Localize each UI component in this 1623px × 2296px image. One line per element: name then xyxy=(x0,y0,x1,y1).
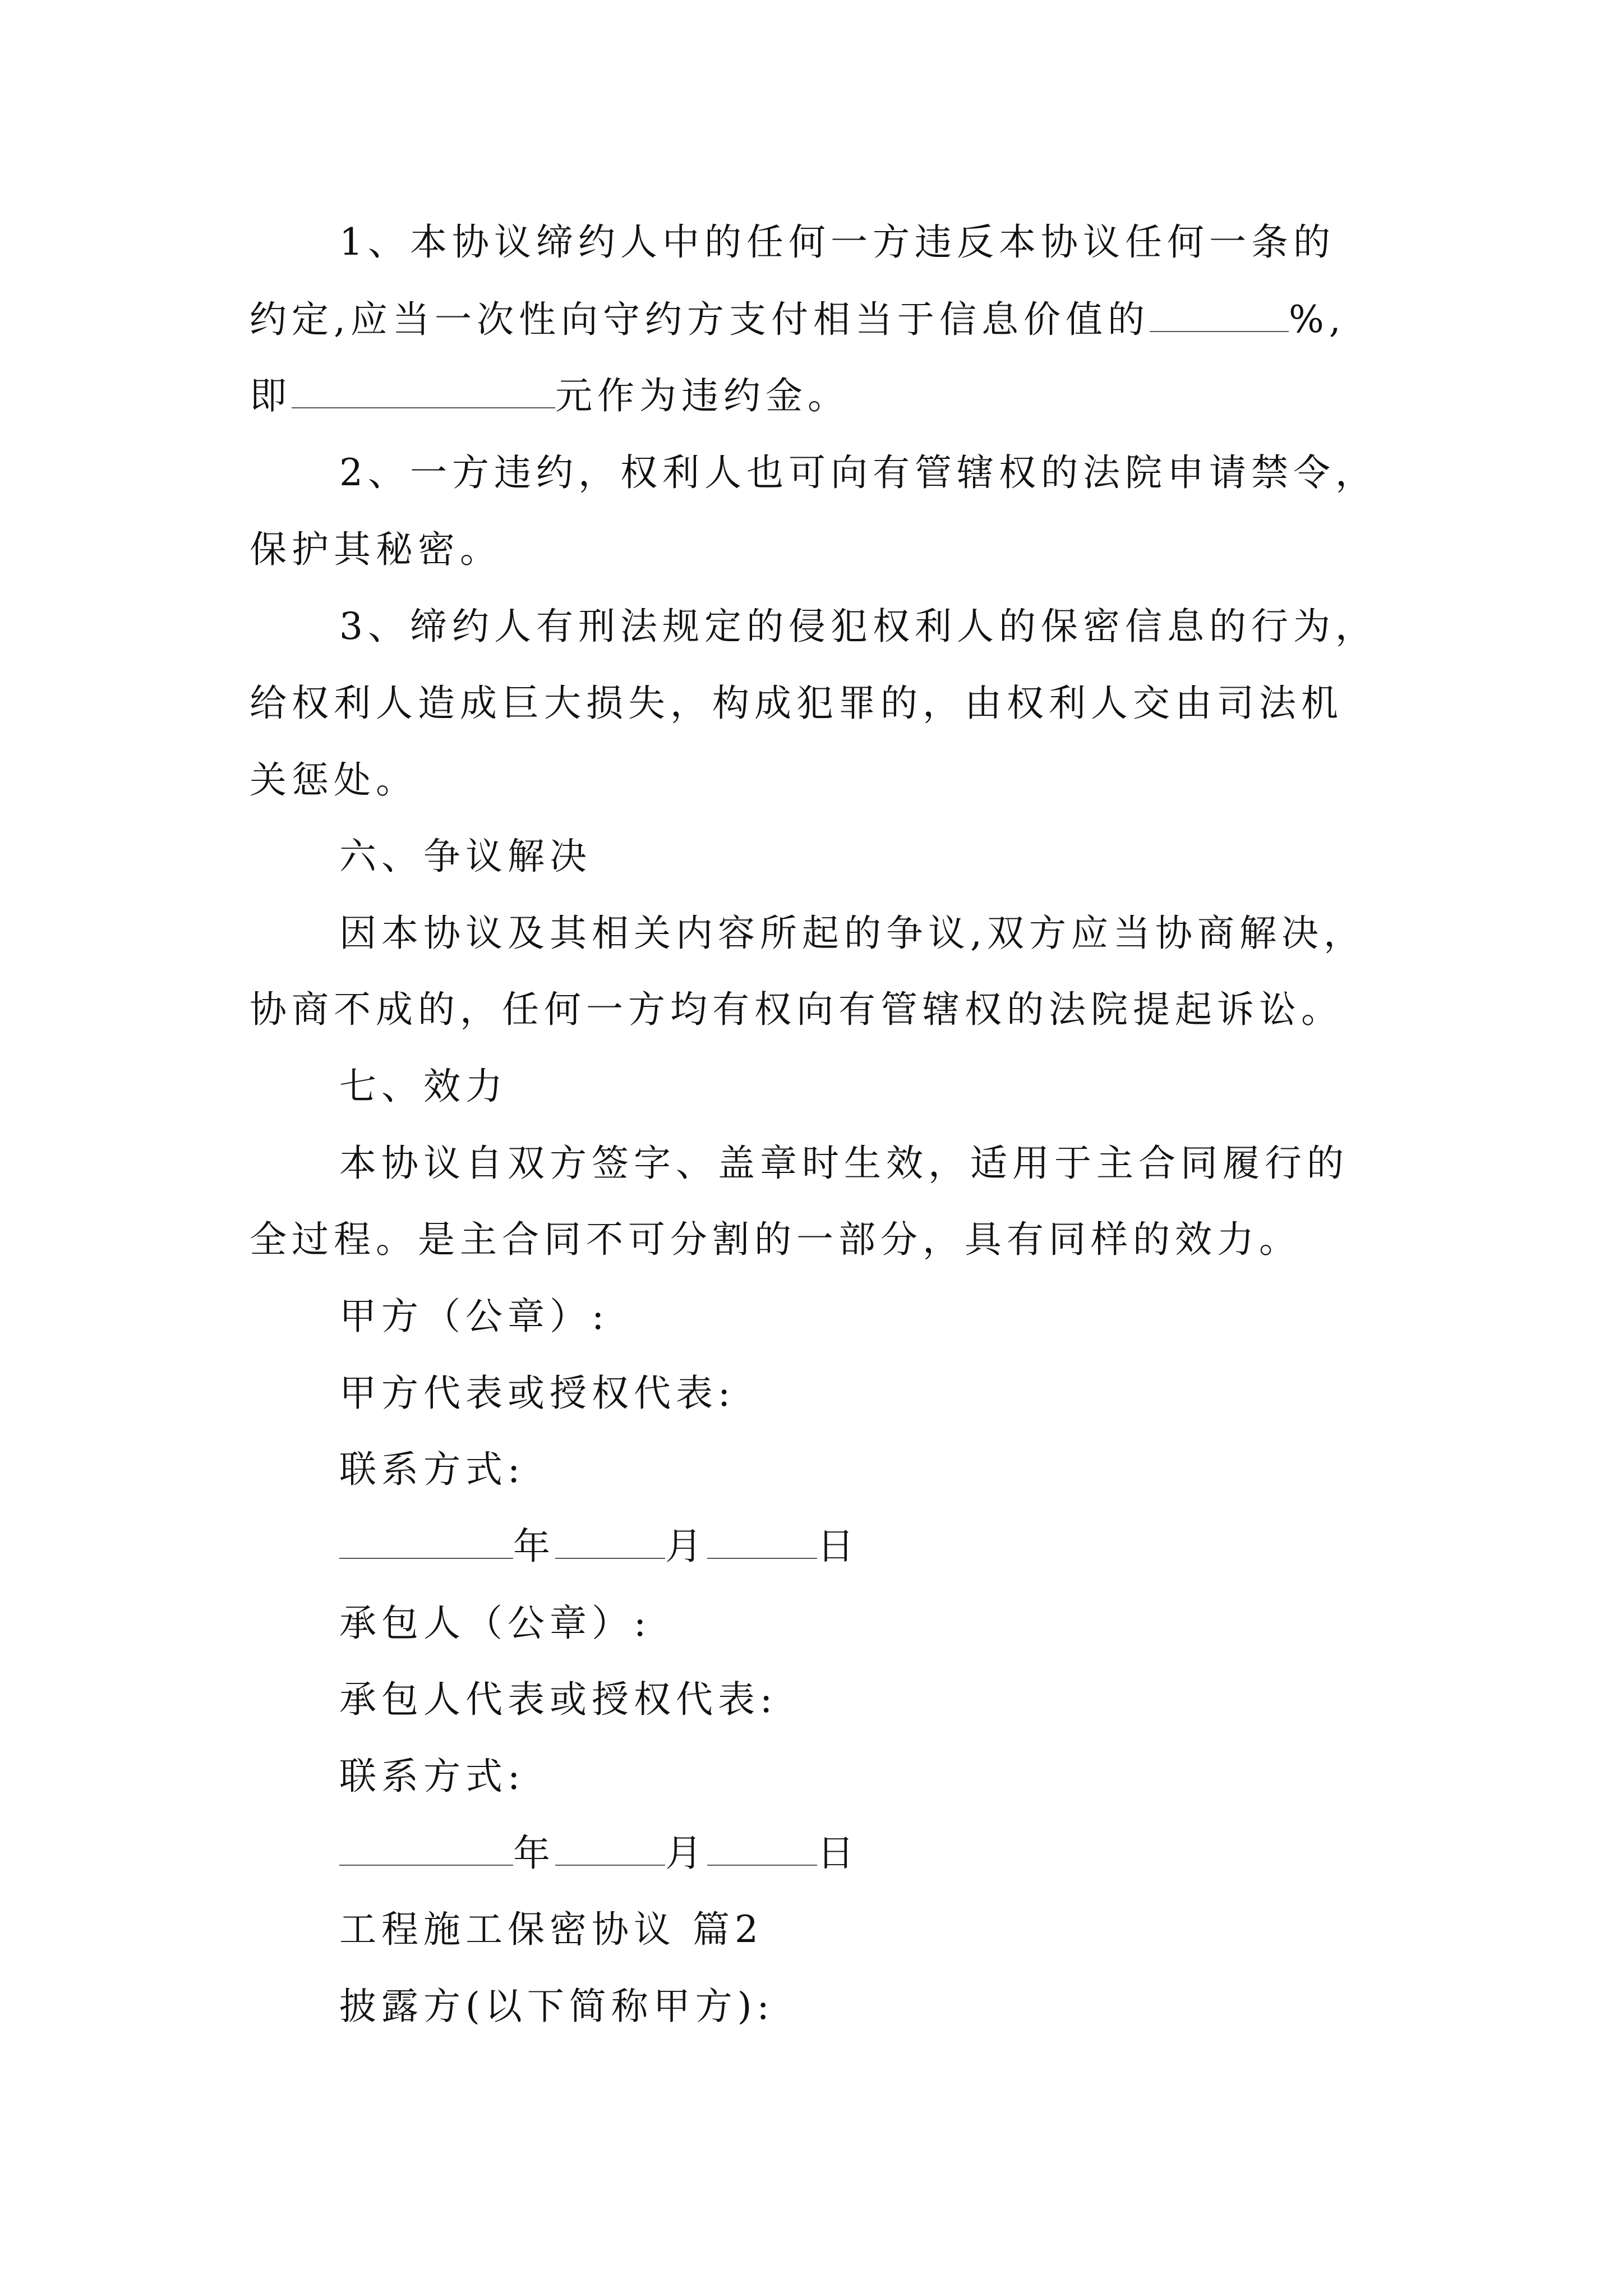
party-a-representative: 甲方代表或授权代表: xyxy=(339,1372,736,1415)
contractor-contact: 联系方式: xyxy=(339,1755,525,1798)
clause-3-line-1: 3、缔约人有刑法规定的侵犯权利人的保密信息的行为， xyxy=(339,605,1377,648)
month-blank xyxy=(555,1832,665,1866)
contractor-date xyxy=(339,1831,859,1876)
party-a-contact: 联系方式: xyxy=(339,1448,525,1491)
section-6-heading: 六、争议解决 xyxy=(339,835,592,878)
year-blank xyxy=(339,1832,513,1866)
day-label: 日 xyxy=(817,1525,859,1568)
clause-1-line-2 xyxy=(250,297,1346,342)
amount-blank xyxy=(292,375,555,408)
clause-1-line-3-prefix: 即 xyxy=(250,374,292,417)
section-6-line-1: 因本协议及其相关内容所起的争议,双方应当协商解决， xyxy=(339,912,1366,955)
clause-2-line-2: 保护其秘密。 xyxy=(250,528,502,571)
year-label: 年 xyxy=(513,1525,555,1568)
month-label: 月 xyxy=(665,1832,707,1875)
party-a-seal: 甲方（公章）: xyxy=(339,1295,610,1338)
disclosing-party-line: 披露方(以下简称甲方): xyxy=(339,1985,774,2028)
contractor-seal: 承包人（公章）: xyxy=(339,1602,652,1645)
clause-3-line-3: 关惩处。 xyxy=(250,758,418,802)
month-blank xyxy=(555,1525,665,1559)
percent-sign: %, xyxy=(1288,298,1346,341)
section-7-line-2: 全过程。是主合同不可分割的一部分，具有同样的效力。 xyxy=(250,1218,1301,1261)
party-a-date xyxy=(339,1524,859,1569)
section-7-line-1: 本协议自双方签字、盖章时生效，适用于主合同履行的 xyxy=(339,1142,1349,1185)
agreement-2-title: 工程施工保密协议 篇2 xyxy=(339,1908,763,1951)
day-blank xyxy=(707,1525,817,1559)
clause-1-line-3 xyxy=(250,374,850,418)
year-label: 年 xyxy=(513,1832,555,1875)
year-blank xyxy=(339,1525,513,1559)
clause-1-line-1: 1、本协议缔约人中的任何一方违反本协议任何一条的 xyxy=(339,220,1335,264)
percent-blank xyxy=(1150,298,1289,332)
section-7-heading: 七、效力 xyxy=(339,1065,508,1108)
clause-2-line-1: 2、一方违约，权利人也可向有管辖权的法院申请禁令， xyxy=(339,451,1377,494)
day-blank xyxy=(707,1832,817,1866)
clause-1-line-3-suffix: 元作为违约金。 xyxy=(555,374,850,417)
month-label: 月 xyxy=(665,1525,707,1568)
clause-1-line-2-text: 约定,应当一次性向守约方支付相当于信息价值的 xyxy=(250,298,1150,341)
section-6-line-2: 协商不成的，任何一方均有权向有管辖权的法院提起诉讼。 xyxy=(250,988,1343,1031)
clause-3-line-2: 给权利人造成巨大损失，构成犯罪的，由权利人交由司法机 xyxy=(250,682,1343,725)
contractor-representative: 承包人代表或授权代表: xyxy=(339,1678,778,1721)
day-label: 日 xyxy=(817,1832,859,1875)
